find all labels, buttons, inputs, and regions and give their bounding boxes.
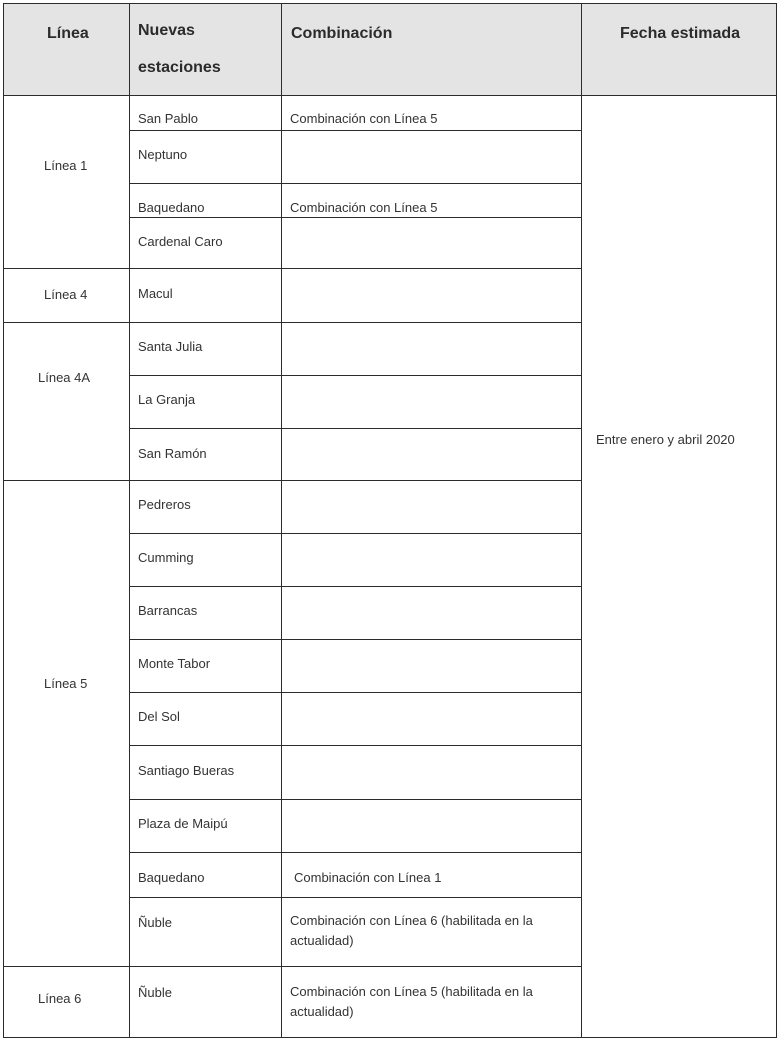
- group-divider: [4, 322, 581, 323]
- row-divider: [129, 852, 581, 853]
- station-name: Macul: [138, 286, 173, 301]
- station-name: Pedreros: [138, 497, 191, 512]
- line-label: Línea 5: [44, 676, 88, 691]
- row-divider: [129, 745, 581, 746]
- row-divider: [129, 897, 581, 898]
- station-name: Plaza de Maipú: [138, 816, 228, 831]
- row-divider: [129, 130, 581, 131]
- combination-cell: Combinación con Línea 1: [294, 870, 442, 885]
- line-label: Línea 1: [44, 158, 88, 173]
- column-divider-1: [129, 4, 130, 1038]
- station-name: San Ramón: [138, 446, 207, 461]
- station-name: Neptuno: [138, 147, 188, 162]
- column-divider-2: [281, 4, 282, 1038]
- station-name: Ñuble: [138, 915, 172, 930]
- header-divider: [4, 95, 776, 96]
- estimated-date: Entre enero y abril 2020: [596, 432, 735, 447]
- station-name: Del Sol: [138, 709, 180, 724]
- combination-cell: Combinación con Línea 5: [290, 111, 438, 126]
- line-label: Línea 6: [38, 991, 82, 1006]
- station-name: Santa Julia: [138, 339, 203, 354]
- group-divider: [4, 966, 581, 967]
- combination-cell: Combinación con Línea 6 (habilitada en la actualidad): [290, 913, 533, 948]
- combination-cell: Combinación con Línea 5: [290, 200, 438, 215]
- station-name: Baquedano: [138, 870, 205, 885]
- station-name: Monte Tabor: [138, 656, 211, 671]
- header-date: Fecha estimada: [620, 25, 741, 42]
- line-label: Línea 4: [44, 287, 88, 302]
- header-combination: Combinación: [291, 25, 393, 42]
- station-name: Barrancas: [138, 603, 198, 618]
- combination-cell: Combinación con Línea 5 (habilitada en la actualidad): [290, 984, 533, 1019]
- row-divider: [129, 428, 581, 429]
- station-name: Santiago Bueras: [138, 763, 235, 778]
- row-divider: [129, 799, 581, 800]
- row-divider: [129, 533, 581, 534]
- station-name: Cardenal Caro: [138, 234, 223, 249]
- header-stations-line2: estaciones: [138, 59, 221, 76]
- row-divider: [129, 692, 581, 693]
- station-name: Cumming: [138, 550, 194, 565]
- station-name: Baquedano: [138, 200, 205, 215]
- group-divider: [4, 268, 581, 269]
- header-line: Línea: [47, 25, 89, 42]
- row-divider: [129, 586, 581, 587]
- row-divider: [129, 183, 581, 184]
- column-divider-3: [581, 4, 582, 1038]
- station-name: San Pablo: [138, 111, 198, 126]
- row-divider: [129, 375, 581, 376]
- header-stations-line1: Nuevas: [138, 22, 195, 39]
- station-name: La Granja: [138, 392, 196, 407]
- station-name: Ñuble: [138, 985, 172, 1000]
- line-label: Línea 4A: [38, 370, 91, 385]
- row-divider: [129, 639, 581, 640]
- group-divider: [4, 480, 581, 481]
